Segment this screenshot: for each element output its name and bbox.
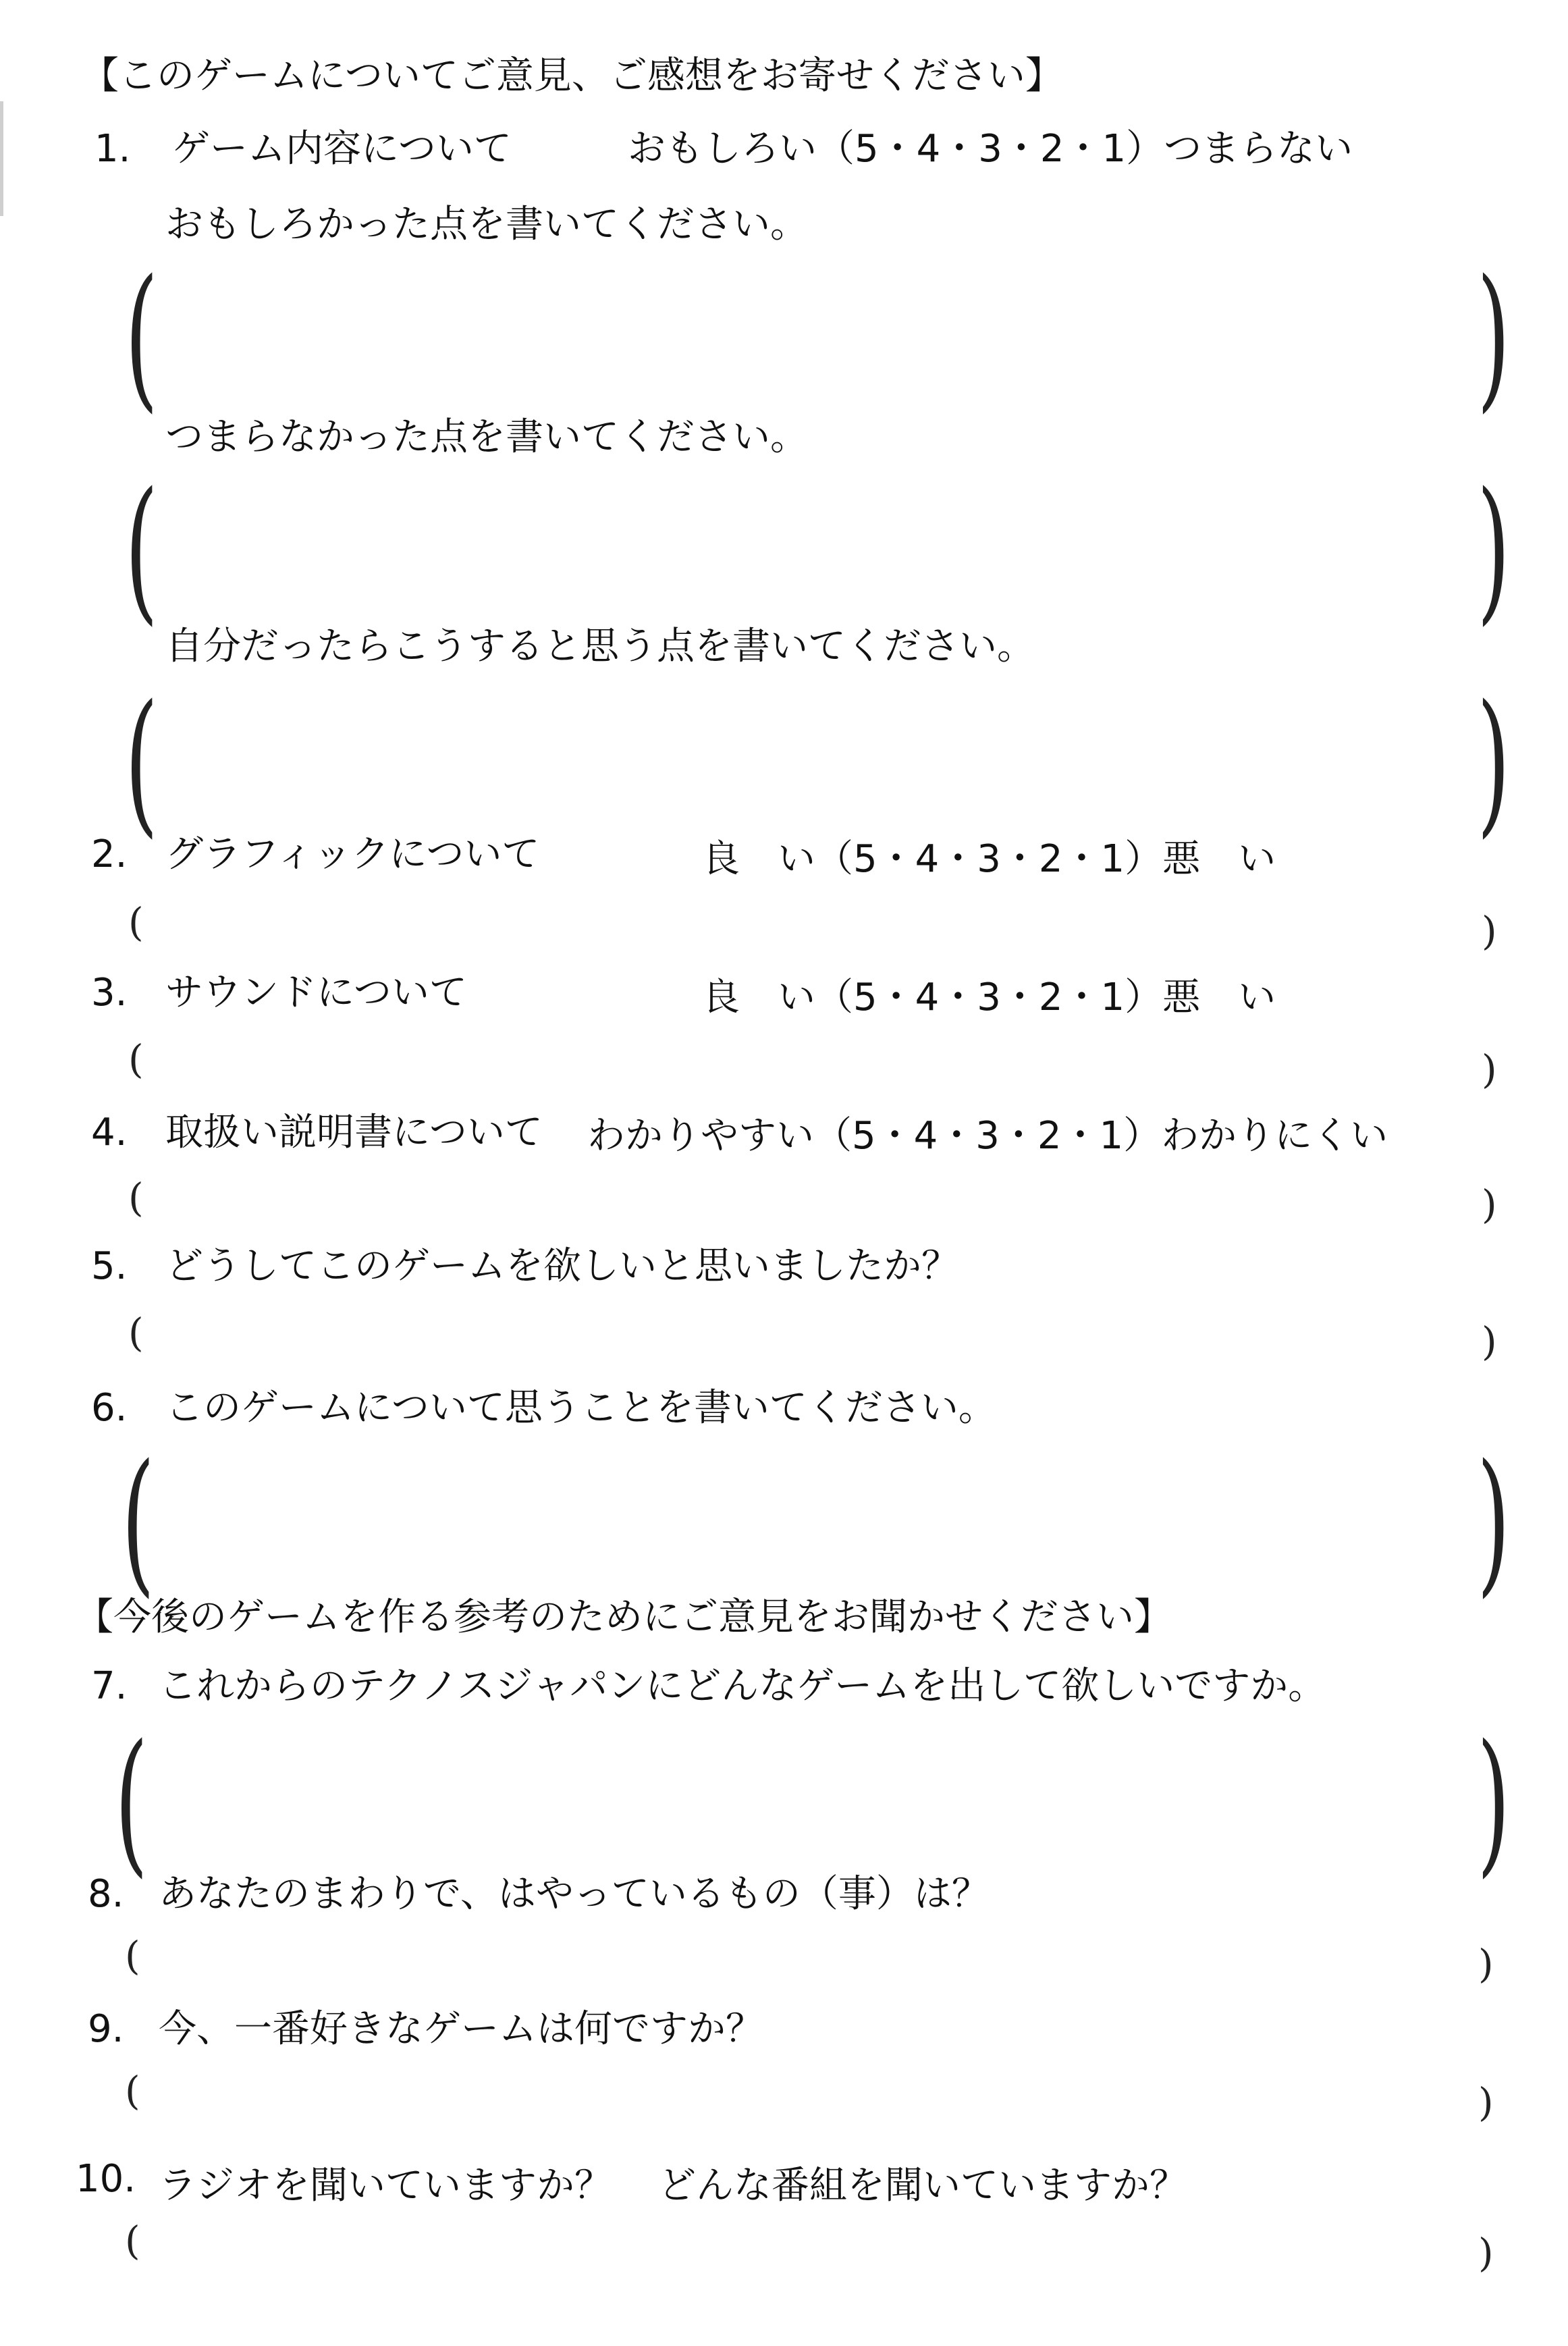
q2-rating-scale: 良 い（5・4・3・2・1）悪 い — [702, 837, 1276, 881]
section-heading-future-games: 【今後のゲームを作る参考のためにご意見をお聞かせください】 — [76, 1595, 1172, 1639]
section-heading-feedback: 【このゲームについてご意見、ご感想をお寄せください】 — [81, 54, 1063, 98]
q3-rating-scale: 良 い（5・4・3・2・1）悪 い — [702, 976, 1276, 1019]
q7-answer-paren-open: ( — [115, 1712, 148, 1892]
q1-answer-improve-paren-close: ) — [1477, 672, 1511, 853]
q1-prompt-good-points: おもしろかった点を書いてください。 — [165, 203, 808, 246]
q8-number: 8. — [88, 1872, 124, 1916]
q5-answer-paren-open: ( — [128, 1310, 144, 1356]
q10-label-program: どんな番組を聞いていますか？ — [658, 2164, 1187, 2208]
q2-answer-paren-close: ) — [1482, 908, 1497, 954]
q10-answer-paren-open: ( — [125, 2218, 140, 2264]
q1-prompt-bad-points: つまらなかった点を書いてください。 — [165, 415, 808, 459]
q9-answer-paren-close: ) — [1478, 2079, 1494, 2125]
q1-answer-good-paren-close: ) — [1477, 247, 1511, 427]
q1-prompt-improvements: 自分だったらこうすると思う点を書いてください。 — [165, 624, 1035, 668]
q6-number: 6. — [91, 1386, 128, 1430]
scan-edge-mark — [0, 101, 3, 216]
q1-answer-bad-paren-close: ) — [1477, 460, 1511, 640]
q6-label: このゲームについて思うことを書いてください。 — [165, 1386, 996, 1430]
q4-label: 取扱い説明書について — [165, 1111, 543, 1154]
q3-label: サウンドについて — [165, 971, 467, 1015]
q4-rating-scale: わかりやすい（5・4・3・2・1）わかりにくい — [587, 1114, 1388, 1158]
q4-number: 4. — [91, 1111, 128, 1154]
q4-answer-paren-open: ( — [128, 1175, 144, 1221]
q1-label: ゲーム内容について — [172, 127, 512, 171]
q9-number: 9. — [88, 2007, 124, 2051]
q5-label: どうしてこのゲームを欲しいと思いましたか？ — [165, 1244, 959, 1288]
q5-answer-paren-close: ) — [1482, 1318, 1497, 1364]
q10-label-radio: ラジオを聞いていますか？ — [159, 2164, 612, 2208]
q8-answer-paren-open: ( — [125, 1933, 140, 1979]
q3-answer-paren-close: ) — [1482, 1046, 1497, 1092]
q4-answer-paren-close: ) — [1482, 1181, 1497, 1227]
q9-answer-paren-open: ( — [125, 2068, 140, 2114]
q7-label: これからのテクノスジャパンにどんなゲームを出して欲しいですか。 — [159, 1664, 1326, 1708]
q6-answer-paren-open: ( — [121, 1432, 155, 1612]
q10-number: 10. — [76, 2157, 136, 2201]
q2-answer-paren-open: ( — [128, 899, 144, 945]
q3-number: 3. — [91, 971, 128, 1015]
q8-label: あなたのまわりで、はやっているもの（事）は？ — [159, 1872, 990, 1916]
q8-answer-paren-close: ) — [1478, 1941, 1494, 1987]
q1-number: 1. — [94, 127, 131, 171]
q1-rating-scale: おもしろい（5・4・3・2・1）つまらない — [628, 127, 1353, 171]
q2-label: グラフィックについて — [165, 832, 540, 876]
q3-answer-paren-open: ( — [128, 1036, 144, 1082]
q1-answer-bad-paren-open: ( — [125, 460, 159, 640]
q10-answer-paren-close: ) — [1478, 2230, 1494, 2276]
q2-number: 2. — [91, 832, 128, 876]
q7-answer-paren-close: ) — [1477, 1712, 1511, 1892]
q1-answer-improve-paren-open: ( — [125, 672, 159, 853]
q5-number: 5. — [91, 1244, 128, 1288]
q1-answer-good-paren-open: ( — [125, 247, 159, 427]
q6-answer-paren-close: ) — [1477, 1432, 1511, 1612]
q9-label: 今、一番好きなゲームは何ですか？ — [159, 2007, 763, 2051]
q7-number: 7. — [91, 1664, 128, 1708]
